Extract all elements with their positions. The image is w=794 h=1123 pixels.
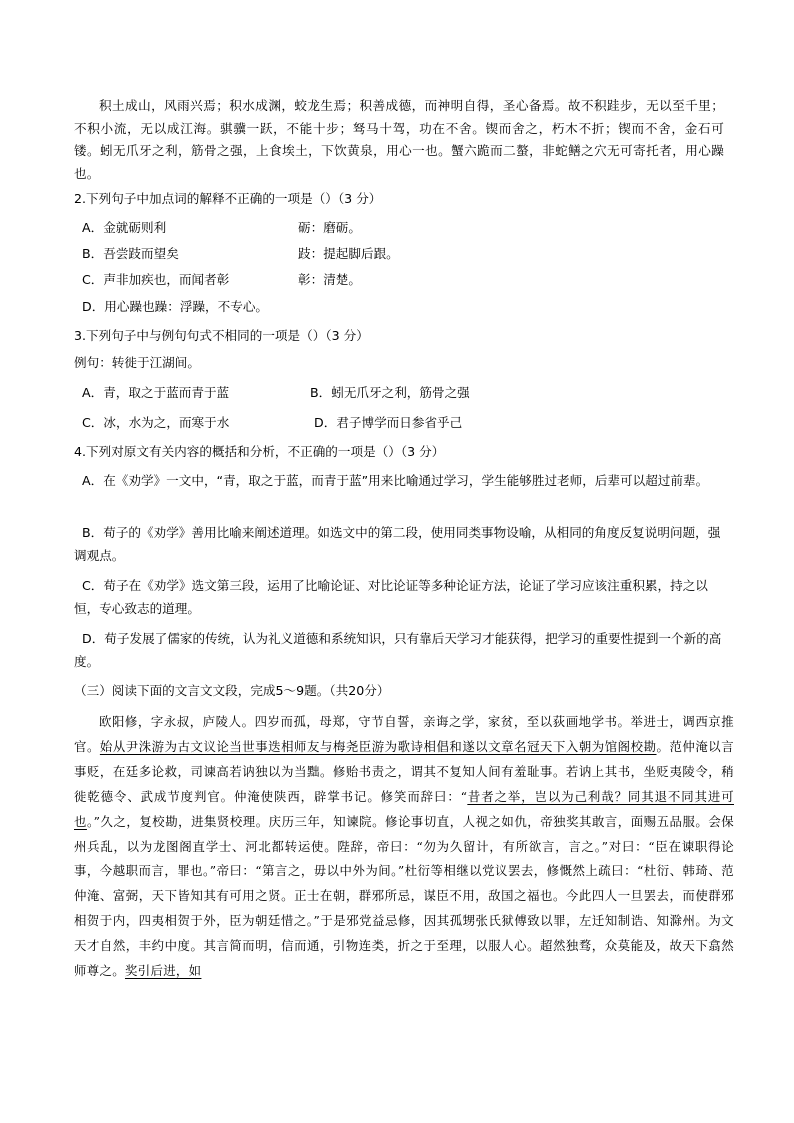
q2-option-b-sentence: B．吾尝跂而望矣 [82, 246, 179, 261]
ouyang-xiu-passage [74, 710, 734, 984]
question-2-stem: 2.下列句子中加点词的解释不正确的一项是（）（3 分） [74, 191, 382, 206]
question-4-stem: 4.下列对原文有关内容的概括和分析，不正确的一项是（）（3 分） [74, 444, 445, 459]
quan-xue-passage: 积土成山，风雨兴焉；积水成渊，蛟龙生焉；积善成德，而神明自得，圣心备焉。故不积跬步，无以至千里；不积小流，无以成江海。骐骥一跃，不能十步；驽马十驾，功在不舍。锲而舍之，朽木不折；锲而不舍，金石可镂。蚓无爪牙之利，筋骨之强，上食埃土，下饮黄泉，用心一也。蟹六跪而二螯，非蛇鳝之穴无可寄托者，用心躁也。 [74, 98, 724, 181]
q4-option-d: D．荀子发展了儒家的传统，认为礼义道德和系统知识，只有靠后天学习才能获得，把学习的重要性提到一个新的高度。 [74, 631, 722, 669]
question-3-stem: 3.下列句子中与例句句式不相同的一项是（）（3 分） [74, 328, 369, 343]
q3-option-c: C．冰，水为之，而寒于水 [82, 415, 230, 430]
q2-option-a-sentence: A．金就砺则利 [82, 220, 167, 235]
section-3-heading: （三）阅读下面的文言文文段，完成5～9题。（共20分） [74, 683, 390, 698]
underlined-sentence-2: 昔者之举，岂以为己利哉？同其退不同其进可也 [74, 788, 734, 829]
q3-option-a: A．青，取之于蓝而青于蓝 [82, 385, 230, 400]
underlined-sentence-3: 奖引后进，如 [124, 963, 202, 979]
q2-option-c-sentence: C．声非加疾也，而闻者彰 [82, 272, 230, 287]
underlined-sentence-1: 始从尹洙游为古文议论当世事迭相师友与梅尧臣游为歌诗相倡和遂以文章名冠天下入朝为馆阁校勘 [99, 738, 657, 754]
q2-option-b-gloss: 跂：提起脚后跟。 [298, 246, 399, 261]
q3-example: 例句：转徙于江湖间。 [74, 355, 200, 370]
q3-option-b: B．蚓无爪牙之利，筋骨之强 [310, 385, 470, 400]
q2-option-a-gloss: 砺：磨砺。 [298, 220, 361, 235]
q4-option-b: B．荀子的《劝学》善用比喻来阐述道理。如选文中的第二段，使用同类事物设喻，从相同的角度反复说明问题，强调观点。 [74, 525, 721, 563]
passage-part-2: 。范仲淹以言事贬，在廷多论救，司谏高若讷独以为当黜。修贻书责之，谓其不复知人间有羞耻事。若讷上其书，坐贬夷陵令，稍徙乾德令、武成节度判官。仲淹使陕西，辟掌书记。修笑而辞曰：“ [74, 738, 734, 804]
q2-option-c-gloss: 彰：清楚。 [298, 272, 361, 287]
q4-option-c: C．荀子在《劝学》选文第三段，运用了比喻论证、对比论证等多种论证方法，论证了学习应该注重积累，持之以恒，专心致志的道理。 [74, 578, 708, 616]
passage-part-1: 欧阳修，字永叔，庐陵人。四岁而孤，母郑，守节自誓，亲诲之学，家贫，至以荻画地学书。举进士，调西京推官。 [74, 714, 734, 754]
q2-option-d: D．用心躁也躁：浮躁，不专心。 [82, 299, 269, 314]
passage-part-3: 。”久之，复校勘，进集贤校理。庆历三年，知谏院。修论事切直，人视之如仇，帝独奖其敢言，面赐五品服。会保州兵乱，以为龙图阁直学士、河北都转运使。陛辞，帝曰：“勿为久留计，有所欲言，言之。”对曰：“臣在谏职得论事，今越职而言，罪也。”帝曰：“第言之，毋以中外为间。”杜衍等相继以党议罢去，修慨然上疏曰：“杜衍、韩琦、范仲淹、富弼，天下皆知其有可用之贤。正士在朝，群邪所忌，谋臣不用，敌国之福也。今此四人一旦罢去，而使群邪相贺于内，四夷相贺于外，臣为朝廷惜之。”于是邪党益忌修，因其孤甥张氏狱傅致以罪，左迁知制诰、知滁州。为文天才自然，丰约中度。其言简而明，信而通，引物连类，折之于至理，以服人心。超然独骛，众莫能及，故天下翕然师尊之。 [74, 813, 734, 979]
q4-option-a: A．在《劝学》一文中，“青，取之于蓝，而青于蓝”用来比喻通过学习，学生能够胜过老师，后辈可以超过前辈。 [82, 473, 709, 488]
q3-option-d: D．君子博学而日参省乎己 [314, 415, 463, 430]
